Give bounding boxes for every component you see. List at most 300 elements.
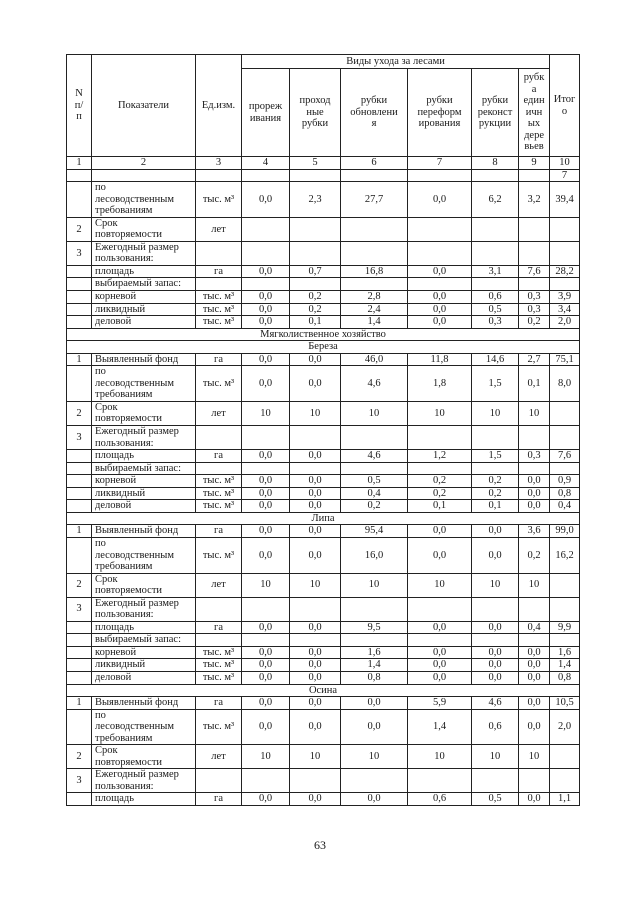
- header-num: N п/ п: [67, 55, 92, 157]
- value-reconstruction: 14,6: [472, 353, 519, 366]
- value-renewal: [341, 597, 408, 621]
- value-total: [550, 634, 580, 647]
- value-reconstruction: [472, 278, 519, 291]
- value-renewal: 4,6: [341, 366, 408, 402]
- value-thinning: [242, 769, 290, 793]
- value-thinning: [242, 217, 290, 241]
- value-reformation: 0,0: [408, 621, 472, 634]
- table-row: [67, 475, 580, 488]
- value-renewal: [341, 634, 408, 647]
- row-indicator: по лесоводственным требованиям: [92, 182, 196, 218]
- value-single-tree: 0,0: [519, 475, 550, 488]
- section-title: Береза: [67, 341, 580, 354]
- row-unit: лет: [196, 217, 242, 241]
- value-reconstruction: 0,6: [472, 709, 519, 745]
- value-total: 0,9: [550, 475, 580, 488]
- row-indicator: корневой: [92, 646, 196, 659]
- page-number: 63: [314, 838, 326, 852]
- value-thinning: [242, 634, 290, 647]
- row-indicator: [92, 169, 196, 182]
- value-passage: 0,0: [290, 475, 341, 488]
- value-reconstruction: 0,0: [472, 537, 519, 573]
- value-reconstruction: 0,1: [472, 500, 519, 513]
- value-reconstruction: 10: [472, 401, 519, 425]
- value-single-tree: [519, 769, 550, 793]
- row-number: [67, 487, 92, 500]
- table-row: [67, 634, 580, 647]
- row-unit: [196, 241, 242, 265]
- value-reformation: 0,0: [408, 659, 472, 672]
- value-renewal: 16,0: [341, 537, 408, 573]
- value-renewal: [341, 769, 408, 793]
- row-unit: га: [196, 450, 242, 463]
- row-unit: тыс. м³: [196, 500, 242, 513]
- value-renewal: 1,6: [341, 646, 408, 659]
- table-row: [67, 366, 580, 402]
- table-row: [67, 353, 580, 366]
- table-row: [67, 303, 580, 316]
- row-indicator: по лесоводственным требованиям: [92, 366, 196, 402]
- row-unit: лет: [196, 401, 242, 425]
- value-total: 7,6: [550, 450, 580, 463]
- value-renewal: 95,4: [341, 525, 408, 538]
- value-passage: 0,0: [290, 537, 341, 573]
- value-thinning: 0,0: [242, 671, 290, 684]
- row-indicator: Выявленный фонд: [92, 525, 196, 538]
- value-thinning: 0,0: [242, 525, 290, 538]
- row-unit: тыс. м³: [196, 709, 242, 745]
- value-renewal: 27,7: [341, 182, 408, 218]
- row-number: [67, 475, 92, 488]
- value-single-tree: 0,0: [519, 697, 550, 710]
- col-number: 7: [408, 157, 472, 170]
- value-thinning: [242, 278, 290, 291]
- row-number: [67, 450, 92, 463]
- value-reformation: 5,9: [408, 697, 472, 710]
- value-passage: 0,7: [290, 265, 341, 278]
- value-total: 39,4: [550, 182, 580, 218]
- value-thinning: [242, 597, 290, 621]
- value-total: [550, 241, 580, 265]
- value-total: [550, 426, 580, 450]
- value-reconstruction: 10: [472, 745, 519, 769]
- value-total: 2,0: [550, 316, 580, 329]
- value-reformation: 0,0: [408, 303, 472, 316]
- value-single-tree: 0,0: [519, 709, 550, 745]
- value-single-tree: 3,2: [519, 182, 550, 218]
- col-number: 5: [290, 157, 341, 170]
- value-renewal: [341, 278, 408, 291]
- row-number: 1: [67, 697, 92, 710]
- row-indicator: площадь: [92, 450, 196, 463]
- row-unit: га: [196, 697, 242, 710]
- table-row: [67, 316, 580, 329]
- table-row: [67, 462, 580, 475]
- value-passage: [290, 426, 341, 450]
- row-number: [67, 182, 92, 218]
- value-reconstruction: 3,1: [472, 265, 519, 278]
- row-indicator: Ежегодный размер пользования:: [92, 769, 196, 793]
- col-number: 9: [519, 157, 550, 170]
- value-reformation: 10: [408, 745, 472, 769]
- value-reconstruction: 6,2: [472, 182, 519, 218]
- row-indicator: Выявленный фонд: [92, 353, 196, 366]
- column-number-row: [67, 157, 580, 170]
- value-reformation: 0,2: [408, 487, 472, 500]
- value-total: 1,6: [550, 646, 580, 659]
- row-number: [67, 709, 92, 745]
- value-renewal: 0,2: [341, 500, 408, 513]
- value-reconstruction: 1,5: [472, 366, 519, 402]
- value-total: 0,4: [550, 500, 580, 513]
- value-thinning: 0,0: [242, 353, 290, 366]
- value-renewal: 0,0: [341, 709, 408, 745]
- value-thinning: 0,0: [242, 291, 290, 304]
- section-header-row: [67, 328, 580, 341]
- value-passage: 0,2: [290, 291, 341, 304]
- row-unit: га: [196, 353, 242, 366]
- table-row: [67, 597, 580, 621]
- value-renewal: [341, 241, 408, 265]
- value-single-tree: 2,7: [519, 353, 550, 366]
- row-unit: [196, 169, 242, 182]
- value-passage: 0,0: [290, 621, 341, 634]
- value-passage: 0,0: [290, 697, 341, 710]
- row-unit: тыс. м³: [196, 291, 242, 304]
- value-reconstruction: [472, 634, 519, 647]
- value-thinning: 0,0: [242, 537, 290, 573]
- col-number: 8: [472, 157, 519, 170]
- value-passage: 0,0: [290, 793, 341, 806]
- value-passage: 0,1: [290, 316, 341, 329]
- value-reformation: 0,0: [408, 265, 472, 278]
- table-row: [67, 525, 580, 538]
- value-single-tree: [519, 597, 550, 621]
- value-single-tree: 0,3: [519, 450, 550, 463]
- value-renewal: 16,8: [341, 265, 408, 278]
- value-total: [550, 573, 580, 597]
- value-passage: [290, 278, 341, 291]
- table-row: [67, 265, 580, 278]
- row-unit: га: [196, 525, 242, 538]
- header-type-single-tree: рубк а един ичн ых дере вьев: [519, 69, 550, 157]
- value-total: 28,2: [550, 265, 580, 278]
- value-thinning: 0,0: [242, 659, 290, 672]
- value-renewal: 0,8: [341, 671, 408, 684]
- col-number: 10: [550, 157, 580, 170]
- table-body: [67, 55, 580, 806]
- header-row-top: [67, 55, 580, 69]
- value-reformation: 0,0: [408, 537, 472, 573]
- value-renewal: 1,4: [341, 316, 408, 329]
- value-passage: 10: [290, 745, 341, 769]
- row-number: [67, 265, 92, 278]
- value-thinning: 0,0: [242, 316, 290, 329]
- value-reconstruction: [472, 241, 519, 265]
- section-header-row: [67, 684, 580, 697]
- value-reconstruction: 1,5: [472, 450, 519, 463]
- row-unit: тыс. м³: [196, 303, 242, 316]
- value-renewal: 4,6: [341, 450, 408, 463]
- row-indicator: по лесоводственным требованиям: [92, 709, 196, 745]
- value-thinning: 0,0: [242, 303, 290, 316]
- row-indicator: площадь: [92, 793, 196, 806]
- value-renewal: 46,0: [341, 353, 408, 366]
- value-reformation: 0,0: [408, 182, 472, 218]
- value-passage: 0,0: [290, 500, 341, 513]
- value-total: 0,8: [550, 487, 580, 500]
- row-indicator: ликвидный: [92, 487, 196, 500]
- value-passage: 10: [290, 401, 341, 425]
- value-reformation: 10: [408, 401, 472, 425]
- row-number: 3: [67, 597, 92, 621]
- row-indicator: Срок повторяемости: [92, 217, 196, 241]
- value-renewal: 10: [341, 573, 408, 597]
- value-total: [550, 278, 580, 291]
- row-number: 3: [67, 769, 92, 793]
- section-header-row: [67, 341, 580, 354]
- table-row: [67, 537, 580, 573]
- value-passage: 0,2: [290, 303, 341, 316]
- value-reformation: 0,0: [408, 525, 472, 538]
- row-unit: тыс. м³: [196, 366, 242, 402]
- row-indicator: корневой: [92, 475, 196, 488]
- value-reformation: 0,6: [408, 793, 472, 806]
- row-number: 3: [67, 426, 92, 450]
- value-single-tree: 0,0: [519, 500, 550, 513]
- value-reformation: [408, 462, 472, 475]
- col-number: 4: [242, 157, 290, 170]
- section-title: Осина: [67, 684, 580, 697]
- header-type-passage: проход ные рубки: [290, 69, 341, 157]
- value-thinning: 10: [242, 573, 290, 597]
- value-reconstruction: 0,2: [472, 487, 519, 500]
- row-unit: тыс. м³: [196, 646, 242, 659]
- value-passage: [290, 217, 341, 241]
- row-number: [67, 537, 92, 573]
- value-reconstruction: 0,0: [472, 525, 519, 538]
- row-indicator: Ежегодный размер пользования:: [92, 426, 196, 450]
- value-passage: 0,0: [290, 659, 341, 672]
- value-renewal: 10: [341, 745, 408, 769]
- table-row: [67, 646, 580, 659]
- section-header-row: [67, 512, 580, 525]
- value-reconstruction: 0,0: [472, 621, 519, 634]
- value-single-tree: 10: [519, 401, 550, 425]
- value-reformation: [408, 217, 472, 241]
- value-passage: [290, 597, 341, 621]
- row-unit: [196, 769, 242, 793]
- value-passage: 0,0: [290, 353, 341, 366]
- value-thinning: [242, 426, 290, 450]
- value-reformation: [408, 597, 472, 621]
- value-thinning: [242, 241, 290, 265]
- value-reformation: 11,8: [408, 353, 472, 366]
- value-thinning: 0,0: [242, 793, 290, 806]
- value-thinning: 0,0: [242, 450, 290, 463]
- row-unit: лет: [196, 745, 242, 769]
- table-row: [67, 169, 580, 182]
- value-renewal: [341, 426, 408, 450]
- table-row: [67, 793, 580, 806]
- row-number: [67, 303, 92, 316]
- row-unit: [196, 462, 242, 475]
- header-unit: Ед.изм.: [196, 55, 242, 157]
- value-reconstruction: 4,6: [472, 697, 519, 710]
- value-thinning: 0,0: [242, 500, 290, 513]
- row-number: 2: [67, 573, 92, 597]
- value-reformation: 0,0: [408, 671, 472, 684]
- value-total: 1,4: [550, 659, 580, 672]
- row-number: [67, 646, 92, 659]
- row-number: 2: [67, 401, 92, 425]
- row-unit: тыс. м³: [196, 659, 242, 672]
- value-reformation: 1,8: [408, 366, 472, 402]
- value-reconstruction: 0,0: [472, 671, 519, 684]
- value-passage: 0,0: [290, 487, 341, 500]
- col-number: 3: [196, 157, 242, 170]
- value-total: 16,2: [550, 537, 580, 573]
- col-number: 2: [92, 157, 196, 170]
- value-reformation: [408, 241, 472, 265]
- row-indicator: деловой: [92, 316, 196, 329]
- row-indicator: выбираемый запас:: [92, 462, 196, 475]
- value-single-tree: 0,0: [519, 793, 550, 806]
- value-thinning: 0,0: [242, 621, 290, 634]
- row-number: 1: [67, 525, 92, 538]
- section-title: Липа: [67, 512, 580, 525]
- value-thinning: 10: [242, 745, 290, 769]
- value-reconstruction: [472, 426, 519, 450]
- value-single-tree: [519, 426, 550, 450]
- value-renewal: 9,5: [341, 621, 408, 634]
- row-indicator: Ежегодный размер пользования:: [92, 241, 196, 265]
- table-row: [67, 745, 580, 769]
- value-passage: 0,0: [290, 646, 341, 659]
- value-renewal: 0,0: [341, 793, 408, 806]
- row-number: [67, 793, 92, 806]
- value-single-tree: 0,1: [519, 366, 550, 402]
- row-indicator: площадь: [92, 621, 196, 634]
- row-indicator: Ежегодный размер пользования:: [92, 597, 196, 621]
- value-thinning: 0,0: [242, 646, 290, 659]
- row-unit: [196, 597, 242, 621]
- value-total: [550, 217, 580, 241]
- value-single-tree: 0,2: [519, 316, 550, 329]
- value-single-tree: 0,3: [519, 303, 550, 316]
- value-total: 0,8: [550, 671, 580, 684]
- table-row: [67, 241, 580, 265]
- table-row: [67, 709, 580, 745]
- value-total: 3,9: [550, 291, 580, 304]
- value-renewal: 2,8: [341, 291, 408, 304]
- row-unit: [196, 278, 242, 291]
- value-reconstruction: 0,6: [472, 291, 519, 304]
- value-thinning: 0,0: [242, 709, 290, 745]
- value-single-tree: 0,0: [519, 646, 550, 659]
- row-indicator: Срок повторяемости: [92, 401, 196, 425]
- value-renewal: 0,4: [341, 487, 408, 500]
- row-number: 2: [67, 217, 92, 241]
- value-total: 9,9: [550, 621, 580, 634]
- value-thinning: 0,0: [242, 366, 290, 402]
- row-indicator: выбираемый запас:: [92, 634, 196, 647]
- row-unit: тыс. м³: [196, 182, 242, 218]
- row-indicator: корневой: [92, 291, 196, 304]
- value-passage: [290, 462, 341, 475]
- table-row: [67, 291, 580, 304]
- value-reformation: 1,4: [408, 709, 472, 745]
- row-unit: га: [196, 793, 242, 806]
- forest-care-table: [66, 54, 580, 806]
- row-number: [67, 671, 92, 684]
- value-renewal: [341, 169, 408, 182]
- row-number: [67, 291, 92, 304]
- value-single-tree: 0,4: [519, 621, 550, 634]
- row-indicator: деловой: [92, 671, 196, 684]
- table-row: [67, 278, 580, 291]
- header-indicator: Показатели: [92, 55, 196, 157]
- value-thinning: 0,0: [242, 697, 290, 710]
- value-renewal: [341, 217, 408, 241]
- value-passage: [290, 169, 341, 182]
- header-care-types-group: Виды ухода за лесами: [242, 55, 550, 69]
- value-reconstruction: 0,0: [472, 646, 519, 659]
- row-indicator: Выявленный фонд: [92, 697, 196, 710]
- table-row: [67, 401, 580, 425]
- value-single-tree: 7,6: [519, 265, 550, 278]
- value-total: [550, 745, 580, 769]
- value-total: [550, 597, 580, 621]
- value-passage: 2,3: [290, 182, 341, 218]
- value-single-tree: 10: [519, 745, 550, 769]
- table-row: [67, 621, 580, 634]
- value-reconstruction: [472, 217, 519, 241]
- value-reconstruction: [472, 597, 519, 621]
- value-thinning: [242, 462, 290, 475]
- row-indicator: Срок повторяемости: [92, 573, 196, 597]
- value-reconstruction: 0,5: [472, 793, 519, 806]
- row-unit: га: [196, 621, 242, 634]
- row-unit: [196, 426, 242, 450]
- value-thinning: [242, 169, 290, 182]
- row-number: [67, 366, 92, 402]
- row-unit: га: [196, 265, 242, 278]
- col-number: 6: [341, 157, 408, 170]
- value-single-tree: 0,0: [519, 671, 550, 684]
- row-unit: [196, 634, 242, 647]
- value-passage: 0,0: [290, 671, 341, 684]
- value-thinning: 10: [242, 401, 290, 425]
- table-row: [67, 769, 580, 793]
- table-row: [67, 182, 580, 218]
- value-total: 7: [550, 169, 580, 182]
- row-number: 1: [67, 353, 92, 366]
- value-single-tree: [519, 169, 550, 182]
- row-number: 3: [67, 241, 92, 265]
- value-single-tree: 0,3: [519, 291, 550, 304]
- value-reconstruction: 0,5: [472, 303, 519, 316]
- value-passage: 0,0: [290, 366, 341, 402]
- value-reconstruction: 10: [472, 573, 519, 597]
- header-type-reformation: рубки переформ ирования: [408, 69, 472, 157]
- value-reformation: 0,2: [408, 475, 472, 488]
- value-renewal: 10: [341, 401, 408, 425]
- value-thinning: 0,0: [242, 265, 290, 278]
- table-row: [67, 573, 580, 597]
- value-reformation: 0,0: [408, 291, 472, 304]
- value-single-tree: 0,2: [519, 537, 550, 573]
